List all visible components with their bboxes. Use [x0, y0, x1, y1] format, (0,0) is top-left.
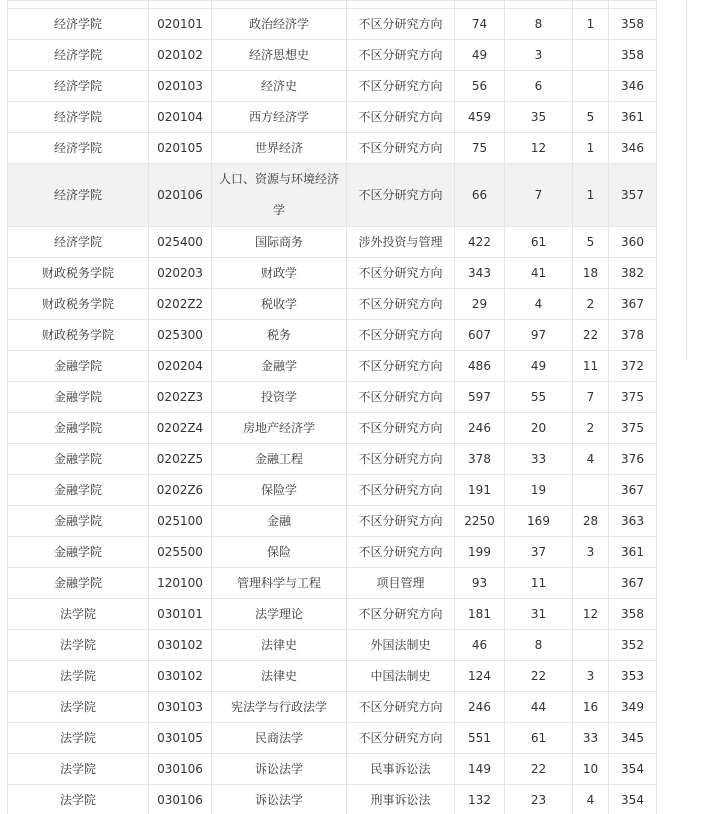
table-row	[8, 444, 657, 475]
exempt-cell: 3	[573, 537, 609, 568]
exempt-cell: 5	[573, 227, 609, 258]
clipped-row-cell	[455, 1, 505, 9]
score-line-cell: 363	[609, 506, 657, 537]
college-cell: 法学院	[8, 599, 149, 630]
major-name-cell: 政治经济学	[212, 9, 347, 40]
admission-table-container	[7, 0, 656, 814]
score-line-cell: 367	[609, 475, 657, 506]
major-code-cell: 0202Z6	[149, 475, 212, 506]
exempt-cell: 5	[573, 102, 609, 133]
clipped-row-cell	[8, 1, 149, 9]
exempt-cell: 4	[573, 785, 609, 814]
research-direction-cell: 不区分研究方向	[347, 382, 455, 413]
score-line-cell: 349	[609, 692, 657, 723]
table-row	[8, 382, 657, 413]
table-row	[8, 630, 657, 661]
major-code-cell: 020203	[149, 258, 212, 289]
major-name-cell: 国际商务	[212, 227, 347, 258]
exempt-cell: 28	[573, 506, 609, 537]
table-row	[8, 661, 657, 692]
college-cell: 经济学院	[8, 133, 149, 164]
clipped-row-cell	[347, 1, 455, 9]
major-name-cell: 西方经济学	[212, 102, 347, 133]
major-code-cell: 030105	[149, 723, 212, 754]
admitted-cell: 22	[505, 661, 573, 692]
score-line-cell: 372	[609, 351, 657, 382]
exempt-cell: 3	[573, 661, 609, 692]
exempt-cell: 7	[573, 382, 609, 413]
research-direction-cell: 不区分研究方向	[347, 320, 455, 351]
major-name-cell: 金融学	[212, 351, 347, 382]
admitted-cell: 20	[505, 413, 573, 444]
research-direction-cell: 不区分研究方向	[347, 258, 455, 289]
exempt-cell: 10	[573, 754, 609, 785]
score-line-cell: 358	[609, 599, 657, 630]
exempt-cell	[573, 568, 609, 599]
college-cell: 经济学院	[8, 71, 149, 102]
applicants-cell: 422	[455, 227, 505, 258]
major-code-cell: 030106	[149, 785, 212, 814]
table-row	[8, 723, 657, 754]
applicants-cell: 191	[455, 475, 505, 506]
research-direction-cell: 外国法制史	[347, 630, 455, 661]
table-row	[8, 289, 657, 320]
admitted-cell: 22	[505, 754, 573, 785]
college-cell: 法学院	[8, 723, 149, 754]
major-name-cell: 诉讼法学	[212, 785, 347, 814]
applicants-cell: 486	[455, 351, 505, 382]
applicants-cell: 199	[455, 537, 505, 568]
college-cell: 财政税务学院	[8, 320, 149, 351]
major-code-cell: 0202Z2	[149, 289, 212, 320]
score-line-cell: 358	[609, 40, 657, 71]
exempt-cell	[573, 40, 609, 71]
clipped-row-cell	[505, 1, 573, 9]
table-row	[8, 568, 657, 599]
major-code-cell: 120100	[149, 568, 212, 599]
table-row	[8, 258, 657, 289]
exempt-cell: 4	[573, 444, 609, 475]
college-cell: 经济学院	[8, 164, 149, 227]
exempt-cell: 33	[573, 723, 609, 754]
major-name-cell: 法律史	[212, 630, 347, 661]
table-row	[8, 227, 657, 258]
research-direction-cell: 不区分研究方向	[347, 289, 455, 320]
table-row	[8, 754, 657, 785]
applicants-cell: 93	[455, 568, 505, 599]
research-direction-cell: 不区分研究方向	[347, 537, 455, 568]
admitted-cell: 23	[505, 785, 573, 814]
admitted-cell: 12	[505, 133, 573, 164]
clipped-row-cell	[609, 1, 657, 9]
research-direction-cell: 中国法制史	[347, 661, 455, 692]
research-direction-cell: 项目管理	[347, 568, 455, 599]
exempt-cell: 1	[573, 133, 609, 164]
admitted-cell: 8	[505, 630, 573, 661]
admitted-cell: 61	[505, 227, 573, 258]
score-line-cell: 367	[609, 289, 657, 320]
table-row	[8, 102, 657, 133]
major-name-cell: 世界经济	[212, 133, 347, 164]
major-name-cell: 经济思想史	[212, 40, 347, 71]
major-name-cell: 财政学	[212, 258, 347, 289]
score-line-cell: 353	[609, 661, 657, 692]
college-cell: 经济学院	[8, 102, 149, 133]
applicants-cell: 181	[455, 599, 505, 630]
applicants-cell: 124	[455, 661, 505, 692]
admitted-cell: 4	[505, 289, 573, 320]
admitted-cell: 37	[505, 537, 573, 568]
applicants-cell: 551	[455, 723, 505, 754]
exempt-cell: 2	[573, 289, 609, 320]
score-line-cell: 378	[609, 320, 657, 351]
major-code-cell: 025500	[149, 537, 212, 568]
college-cell: 法学院	[8, 785, 149, 814]
applicants-cell: 49	[455, 40, 505, 71]
college-cell: 金融学院	[8, 382, 149, 413]
major-code-cell: 020106	[149, 164, 212, 227]
clipped-row-cell	[149, 1, 212, 9]
major-code-cell: 030102	[149, 630, 212, 661]
college-cell: 财政税务学院	[8, 289, 149, 320]
clipped-row-cell	[212, 1, 347, 9]
college-cell: 金融学院	[8, 444, 149, 475]
major-name-cell: 宪法学与行政法学	[212, 692, 347, 723]
table-row	[8, 537, 657, 568]
research-direction-cell: 民事诉讼法	[347, 754, 455, 785]
research-direction-cell: 不区分研究方向	[347, 599, 455, 630]
exempt-cell: 2	[573, 413, 609, 444]
table-row	[8, 351, 657, 382]
major-name-cell: 民商法学	[212, 723, 347, 754]
major-code-cell: 025100	[149, 506, 212, 537]
major-code-cell: 020105	[149, 133, 212, 164]
exempt-cell: 16	[573, 692, 609, 723]
table-row	[8, 692, 657, 723]
applicants-cell: 2250	[455, 506, 505, 537]
major-name-cell: 税收学	[212, 289, 347, 320]
research-direction-cell: 不区分研究方向	[347, 40, 455, 71]
score-line-cell: 361	[609, 102, 657, 133]
admitted-cell: 19	[505, 475, 573, 506]
major-code-cell: 030103	[149, 692, 212, 723]
table-row	[8, 40, 657, 71]
admitted-cell: 8	[505, 9, 573, 40]
applicants-cell: 46	[455, 630, 505, 661]
college-cell: 经济学院	[8, 227, 149, 258]
table-body	[8, 1, 657, 814]
major-code-cell: 030106	[149, 754, 212, 785]
research-direction-cell: 不区分研究方向	[347, 444, 455, 475]
research-direction-cell: 不区分研究方向	[347, 723, 455, 754]
exempt-cell	[573, 71, 609, 102]
admitted-cell: 97	[505, 320, 573, 351]
table-row	[8, 320, 657, 351]
research-direction-cell: 不区分研究方向	[347, 506, 455, 537]
applicants-cell: 343	[455, 258, 505, 289]
major-code-cell: 030102	[149, 661, 212, 692]
admitted-cell: 11	[505, 568, 573, 599]
admission-table	[7, 0, 657, 814]
research-direction-cell: 涉外投资与管理	[347, 227, 455, 258]
major-name-cell: 投资学	[212, 382, 347, 413]
admitted-cell: 35	[505, 102, 573, 133]
table-row	[8, 164, 657, 227]
research-direction-cell: 不区分研究方向	[347, 133, 455, 164]
score-line-cell: 345	[609, 723, 657, 754]
major-name-cell: 金融	[212, 506, 347, 537]
college-cell: 法学院	[8, 754, 149, 785]
admitted-cell: 6	[505, 71, 573, 102]
score-line-cell: 375	[609, 413, 657, 444]
major-code-cell: 030101	[149, 599, 212, 630]
applicants-cell: 29	[455, 289, 505, 320]
admitted-cell: 7	[505, 164, 573, 227]
applicants-cell: 149	[455, 754, 505, 785]
major-code-cell: 0202Z4	[149, 413, 212, 444]
applicants-cell: 246	[455, 692, 505, 723]
college-cell: 财政税务学院	[8, 258, 149, 289]
score-line-cell: 346	[609, 71, 657, 102]
admitted-cell: 41	[505, 258, 573, 289]
research-direction-cell: 不区分研究方向	[347, 475, 455, 506]
table-row	[8, 413, 657, 444]
score-line-cell: 376	[609, 444, 657, 475]
college-cell: 金融学院	[8, 351, 149, 382]
admitted-cell: 31	[505, 599, 573, 630]
exempt-cell: 12	[573, 599, 609, 630]
table-row	[8, 1, 657, 9]
exempt-cell: 11	[573, 351, 609, 382]
applicants-cell: 246	[455, 413, 505, 444]
major-code-cell: 020102	[149, 40, 212, 71]
admitted-cell: 3	[505, 40, 573, 71]
applicants-cell: 132	[455, 785, 505, 814]
college-cell: 法学院	[8, 661, 149, 692]
major-code-cell: 020103	[149, 71, 212, 102]
college-cell: 经济学院	[8, 40, 149, 71]
major-code-cell: 0202Z5	[149, 444, 212, 475]
exempt-cell: 1	[573, 164, 609, 227]
major-name-cell: 法学理论	[212, 599, 347, 630]
college-cell: 金融学院	[8, 413, 149, 444]
major-name-cell: 经济史	[212, 71, 347, 102]
clipped-row-cell	[573, 1, 609, 9]
score-line-cell: 367	[609, 568, 657, 599]
table-row	[8, 506, 657, 537]
college-cell: 金融学院	[8, 537, 149, 568]
research-direction-cell: 不区分研究方向	[347, 164, 455, 227]
college-cell: 法学院	[8, 630, 149, 661]
college-cell: 法学院	[8, 692, 149, 723]
table-row	[8, 475, 657, 506]
research-direction-cell: 不区分研究方向	[347, 102, 455, 133]
score-line-cell: 375	[609, 382, 657, 413]
college-cell: 经济学院	[8, 9, 149, 40]
admitted-cell: 33	[505, 444, 573, 475]
major-name-cell: 诉讼法学	[212, 754, 347, 785]
exempt-cell	[573, 630, 609, 661]
table-row	[8, 133, 657, 164]
applicants-cell: 56	[455, 71, 505, 102]
major-code-cell: 0202Z3	[149, 382, 212, 413]
college-cell: 金融学院	[8, 568, 149, 599]
college-cell: 金融学院	[8, 475, 149, 506]
applicants-cell: 597	[455, 382, 505, 413]
scrollbar-track[interactable]	[686, 0, 687, 360]
score-line-cell: 354	[609, 754, 657, 785]
score-line-cell: 358	[609, 9, 657, 40]
applicants-cell: 75	[455, 133, 505, 164]
applicants-cell: 459	[455, 102, 505, 133]
score-line-cell: 357	[609, 164, 657, 227]
applicants-cell: 378	[455, 444, 505, 475]
research-direction-cell: 不区分研究方向	[347, 692, 455, 723]
score-line-cell: 346	[609, 133, 657, 164]
applicants-cell: 66	[455, 164, 505, 227]
score-line-cell: 360	[609, 227, 657, 258]
score-line-cell: 354	[609, 785, 657, 814]
major-code-cell: 020204	[149, 351, 212, 382]
research-direction-cell: 不区分研究方向	[347, 351, 455, 382]
score-line-cell: 352	[609, 630, 657, 661]
admitted-cell: 169	[505, 506, 573, 537]
research-direction-cell: 不区分研究方向	[347, 71, 455, 102]
major-name-cell: 法律史	[212, 661, 347, 692]
admitted-cell: 61	[505, 723, 573, 754]
research-direction-cell: 刑事诉讼法	[347, 785, 455, 814]
exempt-cell: 18	[573, 258, 609, 289]
score-line-cell: 382	[609, 258, 657, 289]
admitted-cell: 44	[505, 692, 573, 723]
admitted-cell: 49	[505, 351, 573, 382]
research-direction-cell: 不区分研究方向	[347, 413, 455, 444]
major-name-cell: 管理科学与工程	[212, 568, 347, 599]
applicants-cell: 74	[455, 9, 505, 40]
table-row	[8, 785, 657, 814]
exempt-cell: 1	[573, 9, 609, 40]
major-code-cell: 025400	[149, 227, 212, 258]
major-code-cell: 020104	[149, 102, 212, 133]
table-row	[8, 71, 657, 102]
major-name-cell: 金融工程	[212, 444, 347, 475]
exempt-cell	[573, 475, 609, 506]
major-name-cell: 保险	[212, 537, 347, 568]
major-name-cell: 房地产经济学	[212, 413, 347, 444]
major-code-cell: 025300	[149, 320, 212, 351]
research-direction-cell: 不区分研究方向	[347, 9, 455, 40]
applicants-cell: 607	[455, 320, 505, 351]
major-name-cell: 人口、资源与环境经济学	[212, 164, 347, 227]
major-code-cell: 020101	[149, 9, 212, 40]
major-name-cell: 保险学	[212, 475, 347, 506]
score-line-cell: 361	[609, 537, 657, 568]
table-row	[8, 599, 657, 630]
admitted-cell: 55	[505, 382, 573, 413]
major-name-cell: 税务	[212, 320, 347, 351]
college-cell: 金融学院	[8, 506, 149, 537]
table-row	[8, 9, 657, 40]
exempt-cell: 22	[573, 320, 609, 351]
